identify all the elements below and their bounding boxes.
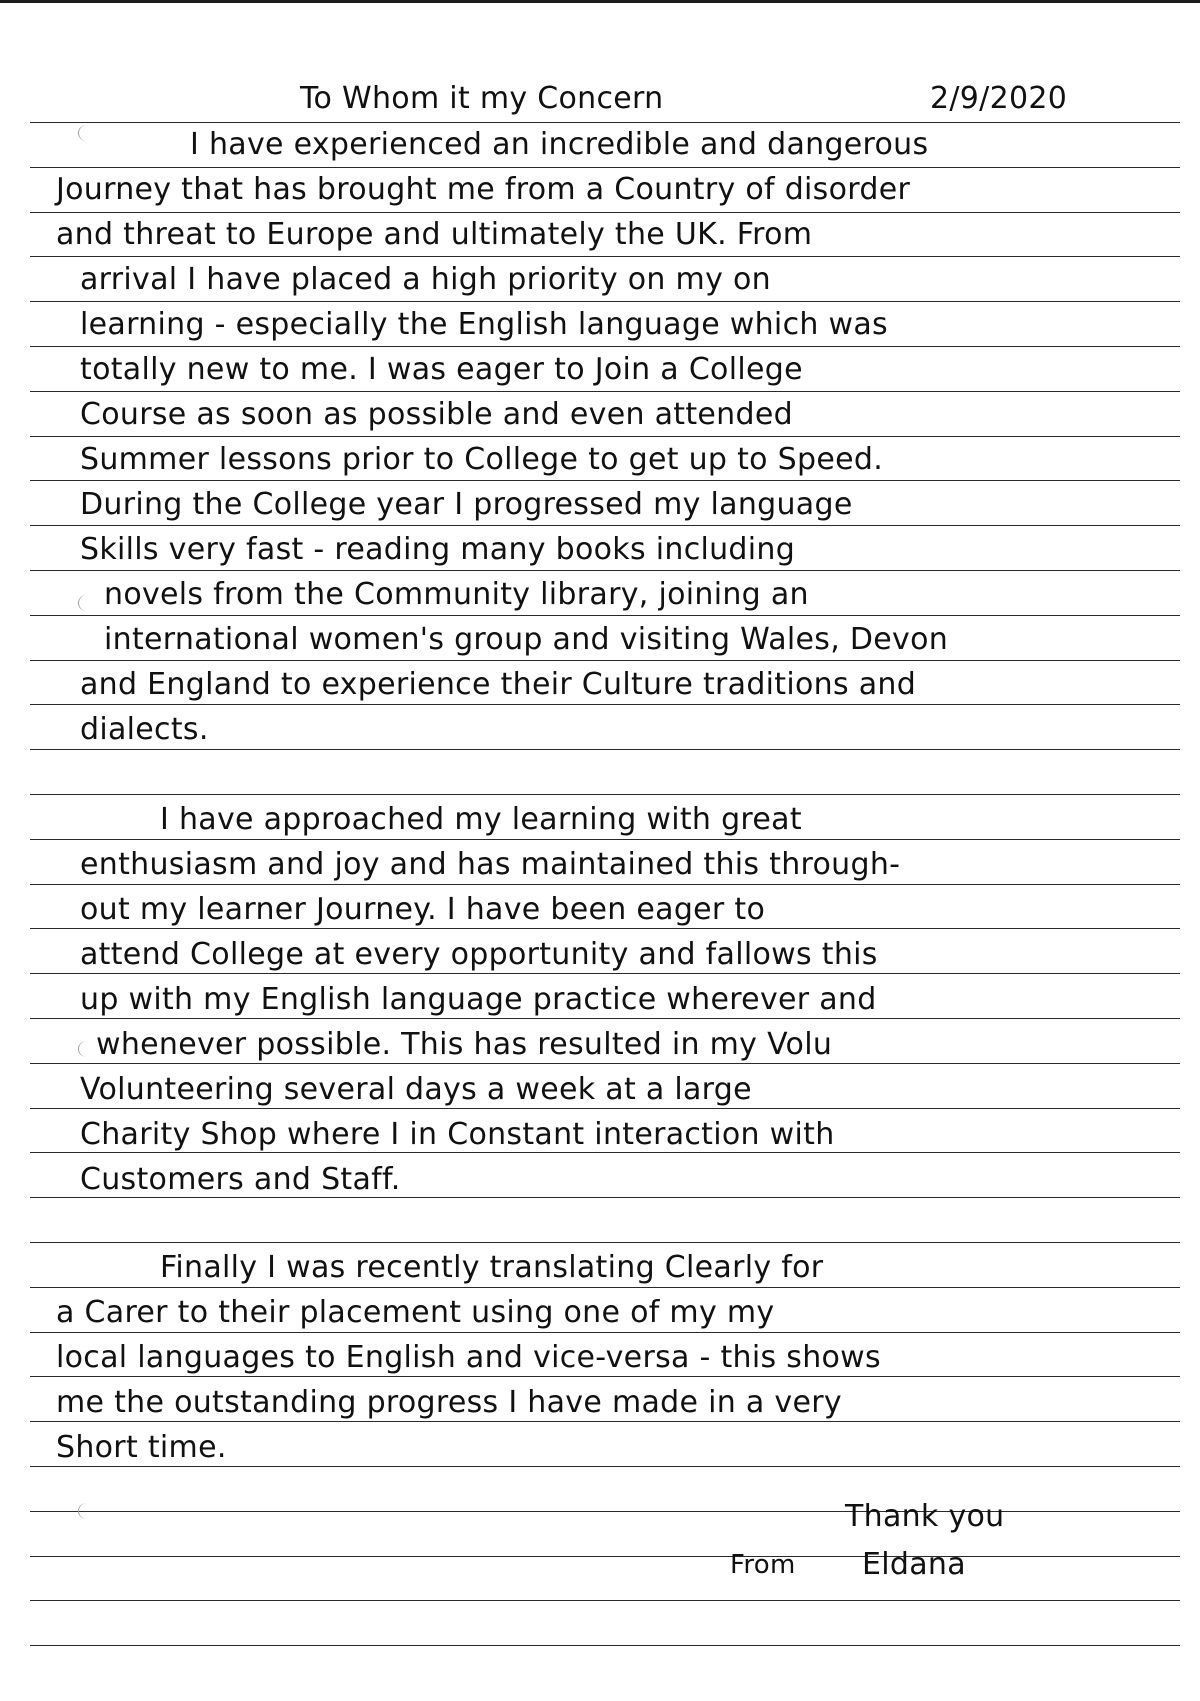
- paragraph-3-line: Finally I was recently translating Clearly for: [160, 1250, 824, 1285]
- paragraph-3-line: local languages to English and vice-versa - this shows: [56, 1340, 881, 1375]
- punch-hole-mark: [78, 125, 95, 141]
- letter-date: 2/9/2020: [930, 81, 1068, 116]
- paragraph-3-line: a Carer to their placement using one of my my: [56, 1295, 775, 1330]
- paragraph-1-line: Summer lessons prior to College to get up to Speed.: [80, 442, 884, 477]
- ruled-line: [30, 749, 1180, 750]
- ruled-line: [30, 256, 1180, 257]
- paragraph-1-line: international women's group and visiting Wales, Devon: [104, 622, 949, 657]
- ruled-line: [30, 1421, 1180, 1422]
- paragraph-1-line: I have experienced an incredible and dangerous: [190, 127, 929, 162]
- paragraph-2-line: attend College at every opportunity and fallows this: [80, 937, 878, 972]
- ruled-line: [30, 704, 1180, 705]
- paragraph-1-line: dialects.: [80, 712, 209, 747]
- punch-hole-mark: [78, 1503, 95, 1519]
- ruled-line: [30, 1332, 1180, 1333]
- ruled-line: [30, 391, 1180, 392]
- ruled-line: [30, 1287, 1180, 1288]
- signature: Eldana: [862, 1547, 966, 1582]
- ruled-line: [30, 1063, 1180, 1064]
- ruled-line: [30, 839, 1180, 840]
- paragraph-3-line: Short time.: [56, 1430, 227, 1465]
- letter-closing: Thank you: [845, 1499, 1005, 1534]
- ruled-line: [30, 1511, 1180, 1512]
- scan-top-edge: [0, 0, 1200, 3]
- punch-hole-mark: [78, 1041, 95, 1057]
- ruled-line: [30, 1108, 1180, 1109]
- paragraph-2-line: whenever possible. This has resulted in my Volu: [96, 1027, 833, 1062]
- ruled-line: [30, 1600, 1180, 1601]
- ruled-line: [30, 570, 1180, 571]
- paragraph-1-line: and England to experience their Culture traditions and: [80, 667, 917, 702]
- paragraph-1-line: During the College year I progressed my language: [80, 487, 853, 522]
- paragraph-2-line: Charity Shop where I in Constant interaction with: [80, 1117, 835, 1152]
- paragraph-1-line: and threat to Europe and ultimately the UK. From: [56, 217, 813, 252]
- ruled-line: [30, 615, 1180, 616]
- ruled-line: [30, 660, 1180, 661]
- ruled-line: [30, 928, 1180, 929]
- paragraph-1-line: novels from the Community library, joining an: [104, 577, 809, 612]
- ruled-line: [30, 1466, 1180, 1467]
- ruled-line: [30, 436, 1180, 437]
- punch-hole-mark: [78, 595, 95, 611]
- paragraph-1-line: totally new to me. I was eager to Join a College: [80, 352, 803, 387]
- ruled-line: [30, 973, 1180, 974]
- paragraph-2-line: Customers and Staff.: [80, 1162, 401, 1197]
- ruled-line: [30, 1645, 1180, 1646]
- from-label: From: [730, 1550, 796, 1580]
- ruled-line: [30, 794, 1180, 795]
- ruled-line: [30, 1556, 1180, 1557]
- ruled-line: [30, 1152, 1180, 1153]
- ruled-line: [30, 1376, 1180, 1377]
- paragraph-2-line: Volunteering several days a week at a large: [80, 1072, 752, 1107]
- ruled-line: [30, 480, 1180, 481]
- ruled-line: [30, 884, 1180, 885]
- paragraph-1-line: arrival I have placed a high priority on my on: [80, 262, 771, 297]
- ruled-line: [30, 301, 1180, 302]
- paragraph-2-line: out my learner Journey. I have been eager to: [80, 892, 766, 927]
- paragraph-1-line: Course as soon as possible and even attended: [80, 397, 793, 432]
- ruled-line: [30, 1018, 1180, 1019]
- ruled-line: [30, 212, 1180, 213]
- ruled-line: [30, 167, 1180, 168]
- paragraph-2-line: enthusiasm and joy and has maintained this through-: [80, 847, 901, 882]
- paragraph-3-line: me the outstanding progress I have made in a very: [56, 1385, 842, 1420]
- paragraph-1-line: Skills very fast - reading many books including: [80, 532, 796, 567]
- ruled-line: [30, 346, 1180, 347]
- paragraph-2-line: I have approached my learning with great: [160, 802, 802, 837]
- ruled-line: [30, 1197, 1180, 1198]
- paragraph-1-line: learning - especially the English language which was: [80, 307, 888, 342]
- paragraph-1-line: Journey that has brought me from a Country of disorder: [56, 172, 911, 207]
- letter-salutation: To Whom it my Concern: [300, 81, 664, 116]
- ruled-line: [30, 122, 1180, 123]
- paragraph-2-line: up with my English language practice wherever and: [80, 982, 877, 1017]
- ruled-line: [30, 525, 1180, 526]
- ruled-line: [30, 1242, 1180, 1243]
